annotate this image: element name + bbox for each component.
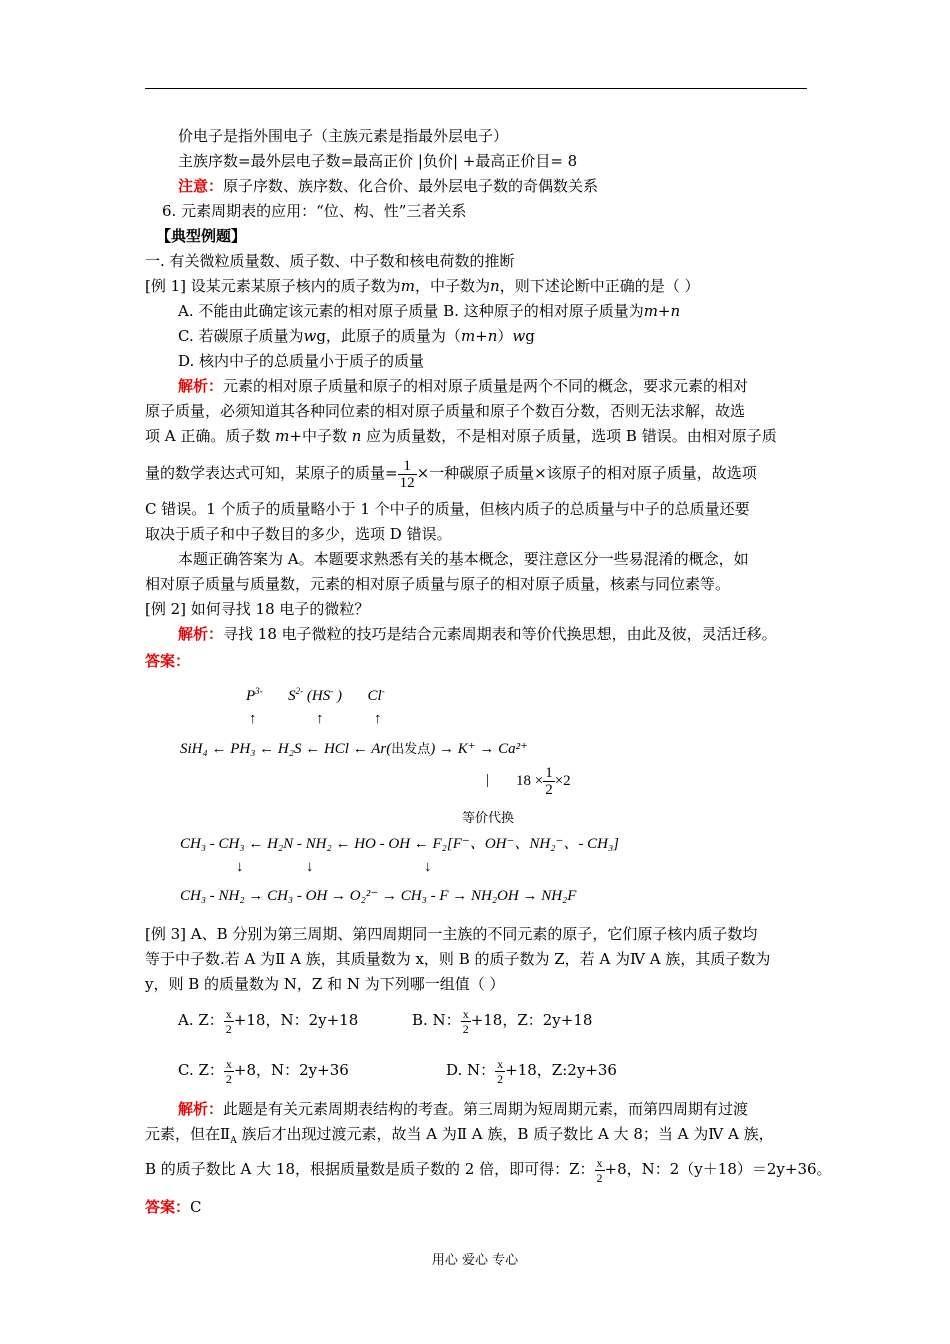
answer-label: 答案： <box>145 1198 191 1216</box>
note-text: 原子序数、族序数、化合价、最外层电子数的奇偶数关系 <box>223 177 599 195</box>
option-a: A. Z： $\frac{x}{2}$ +18，N：2y+18 <box>178 1006 359 1036</box>
option-c: C. Z： $\frac{x}{2}$ +8，N：2y+36 <box>178 1056 349 1086</box>
analysis-line: 取决于质子和中子数目的多少，选项 D 错误。 <box>145 525 452 543</box>
analysis-line: 项 A 正确。质子数 m+中子数 n 应为质量数，不是相对原子质量，选项 B 错误。由相对原子质 <box>145 427 777 445</box>
down-arrow-icon: ↓ <box>306 859 314 875</box>
analysis-label: 解析： <box>178 377 224 395</box>
analysis-line: 解析：元素的相对原子质量和原子的相对原子质量是两个不同的概念，要求元素的相对 <box>178 377 749 395</box>
scheme-row-3: CH₃ - NH₂ → CH₃ - OH → O₂²⁻ → CH₃ - F → NH₂OH → NH₂F <box>180 888 577 904</box>
note-label: 注意： <box>178 177 224 195</box>
scheme-bar: | <box>486 772 490 788</box>
option-a-b: A. 不能由此确定该元素的相对原子质量 B. 这种原子的相对原子质量为m+n <box>178 302 681 320</box>
page-footer: 用心 爱心 专心 <box>431 1253 519 1268</box>
analysis-line: 原子质量，必须知道其各种同位素的相对原子质量和原子个数百分数，否则无法求解，故选 <box>145 402 746 420</box>
scheme-equiv-label: 等价代换 <box>462 811 515 826</box>
down-arrow-icon: ↓ <box>424 859 432 875</box>
example-3-question: y，则 B 的质量数为 N，Z 和 N 为下列哪一组值（ ） <box>145 975 505 993</box>
analysis-label: 解析： <box>178 1100 224 1118</box>
scheme-row-2: CH₃ - CH₃ ← H₂N - NH₂ ← HO - OH ← F₂[F⁻、OH⁻、NH₂⁻、- CH₃] <box>180 836 620 852</box>
text-line: 6. 元素周期表的应用：“位、构、性”三者关系 <box>162 202 467 220</box>
up-arrow-icon: ↑ <box>374 711 382 727</box>
scheme-multiplier: 18 × $\frac{1}{2}$ ×2 <box>516 765 571 799</box>
fraction: $\frac{1}{12}$ <box>399 457 415 491</box>
down-arrow-icon: ↓ <box>236 859 244 875</box>
answer-label: 答案： <box>145 652 191 670</box>
analysis-line: 量的数学表达式可知，某原子的质量= $\frac{1}{12}$ ×一种碳原子质量×该原子的相对原子质量，故选项 <box>145 457 757 491</box>
example-1-question: [例 1] 设某元素某原子核内的质子数为m，中子数为n，则下述论断中正确的是（ ） <box>145 277 700 295</box>
option-d: D. 核内中子的总质量小于质子的质量 <box>178 352 425 370</box>
up-arrow-icon: ↑ <box>316 711 324 727</box>
fraction: $\frac{1}{2}$ <box>545 765 553 799</box>
example-3-question: 等于中子数.若 A 为Ⅱ A 族，其质量数为 x，则 B 的质子数为 Z，若 A 为Ⅳ A 族，其质子数为 <box>145 950 771 968</box>
text-line <box>178 176 598 196</box>
example-2-question: [例 2] 如何寻找 18 电子的微粒？ <box>145 600 370 618</box>
subsection-heading: 一. 有关微粒质量数、质子数、中子数和核电荷数的推断 <box>145 252 515 270</box>
analysis-line: B 的质子数比 A 大 18，根据质量数是质子数的 2 倍，即可得：Z： $\frac{x}{2}$ +8，N：2（y＋18）＝2y+36。 <box>145 1155 832 1185</box>
up-arrow-icon: ↑ <box>249 711 257 727</box>
analysis-label: 解析： <box>178 625 224 643</box>
analysis-line: 相对原子质量与质量数，元素的相对原子质量与原子的相对原子质量，核素与同位素等。 <box>145 575 731 593</box>
analysis-line: 元素，但在$Ⅱ_A$ 族后才出现过渡元素，故当 A 为Ⅱ A 族，B 质子数比 A 大 8；当 A 为Ⅳ A 族， <box>145 1125 774 1146</box>
option-d: D. N： $\frac{x}{2}$ +18，Z:2y+36 <box>446 1056 617 1086</box>
scheme-main-row: SiH₄ ← PH₃ ← H₂S ← HCl ← Ar(出发点) → K⁺ → Ca²⁺ <box>180 741 529 757</box>
section-heading: 【典型例题】 <box>156 227 247 245</box>
answer-line <box>145 1197 202 1217</box>
text-line: 主族序数=最外层电子数=最高正价 |负价| +最高正价目= 8 <box>178 152 578 170</box>
analysis-line: 解析：寻找 18 电子微粒的技巧是结合元素周期表和等价代换思想，由此及彼，灵活迁移。 <box>178 625 777 643</box>
text-line: 价电子是指外围电子（主族元素是指最外层电子） <box>178 127 509 145</box>
example-3-question: [例 3] A、B 分别为第三周期、第四周期同一主族的不同元素的原子，它们原子核内质子数均 <box>145 925 758 943</box>
analysis-line: C 错误。1 个质子的质量略小于 1 个中子的质量，但核内质子的总质量与中子的总质量还要 <box>145 500 750 518</box>
option-b: B. N： $\frac{x}{2}$ +18，Z：2y+18 <box>412 1006 593 1036</box>
header-rule <box>145 88 807 89</box>
scheme-top-row: $P^{3-}$ $S^{2-}$ (HS- ) Cl- <box>246 686 385 704</box>
option-c: C. 若碳原子质量为wg，此原子的质量为（m+n）wg <box>178 327 535 345</box>
answer-value: C <box>190 1198 202 1216</box>
analysis-line: 本题正确答案为 A。本题要求熟悉有关的基本概念，要注意区分一些易混淆的概念，如 <box>178 550 749 568</box>
analysis-line: 解析：此题是有关元素周期表结构的考查。第三周期为短周期元素，而第四周期有过渡 <box>178 1100 749 1118</box>
